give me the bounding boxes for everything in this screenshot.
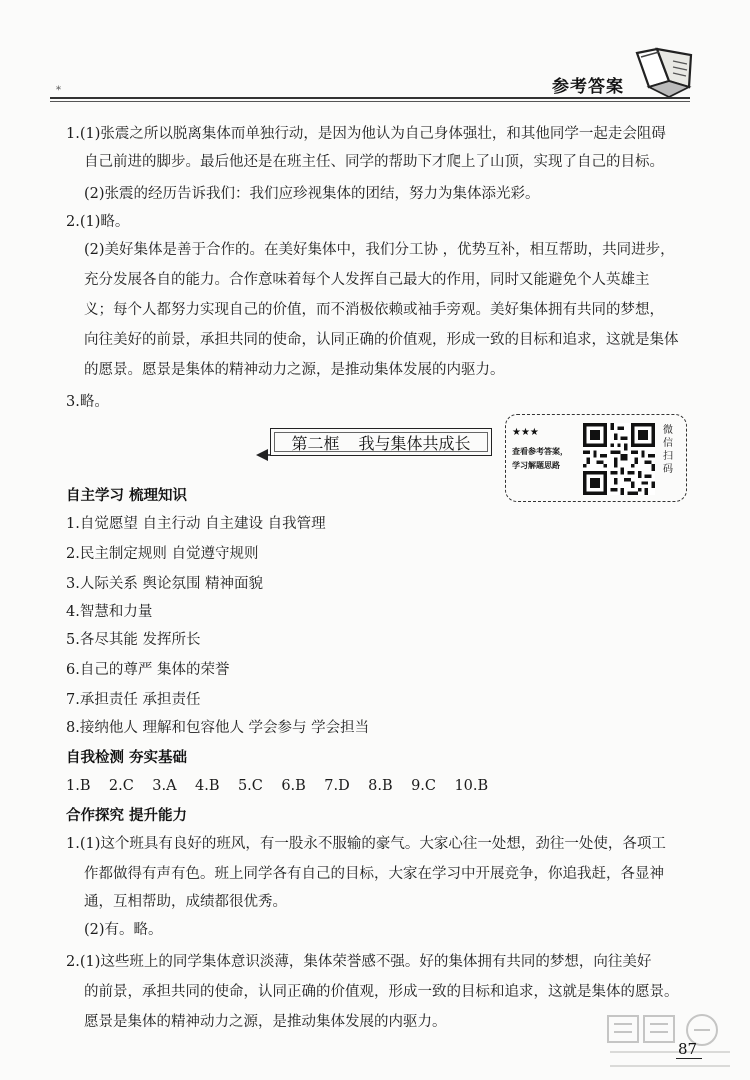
text-line: (2)张震的经历告诉我们：我们应珍视集体的团结，努力为集体添光彩。 — [84, 186, 540, 202]
text-line: (2)美好集体是善于合作的。在美好集体中，我们分工协 ，优势互补，相互帮助，共同进步， — [84, 242, 675, 258]
text-line: (2)有。略。 — [84, 922, 163, 938]
list-item: 8.接纳他人 理解和包容他人 学会参与 学会担当 — [66, 720, 370, 736]
text-line: 作都做得有声有色。班上同学各有自己的目标，大家在学习中开展竞争，你追我赶，各显神 — [84, 866, 664, 882]
header-mark: * — [56, 85, 61, 96]
list-item: 2.民主制定规则 自觉遵守规则 — [66, 546, 259, 562]
list-item: 6.自己的尊严 集体的荣誉 — [66, 662, 230, 678]
text-line: 2.(1)这些班上的同学集体意识淡薄，集体荣誉感不强。好的集体拥有共同的梦想，向往美好 — [66, 954, 652, 970]
text-line: 向往美好的前景，承担共同的使命，认同正确的价值观，形成一致的目标和追求，这就是集体 — [84, 332, 679, 348]
text-line: 通，互相帮助，成绩都很优秀。 — [84, 894, 287, 910]
text-line: 的前景，承担共同的使命，认同正确的价值观，形成一致的目标和追求，这就是集体的愿景。 — [84, 984, 679, 1000]
qr-side-text: 微信扫码 — [663, 425, 673, 475]
text-line: 2.(1)略。 — [66, 214, 130, 230]
watermark-stamp — [600, 1010, 745, 1076]
text-line: 1.(1)张震之所以脱离集体而单独行动，是因为他认为自己身体强壮，和其他同学一起走会阻碍 — [66, 126, 666, 142]
text-line: 充分发展各自的能力。合作意味着每个人发挥自己最大的作用，同时又能避免个人英雄主 — [84, 272, 650, 288]
list-item: 1.自觉愿望 自主行动 自主建设 自我管理 — [66, 516, 326, 532]
page-number-rule — [676, 1058, 702, 1059]
section-heading: 自主学习 梳理知识 — [66, 488, 188, 504]
text-line: 愿景是集体的精神动力之源，是推动集体发展的内驱力。 — [84, 1014, 447, 1030]
banner-inner-frame — [274, 432, 488, 452]
text-line: 的愿景。愿景是集体的精神动力之源，是推动集体发展的内驱力。 — [84, 362, 505, 378]
section-heading: 自我检测 夯实基础 — [66, 750, 188, 766]
qr-code[interactable] — [583, 423, 655, 495]
section-banner: 第二框 我与集体共成长 — [270, 428, 492, 456]
page-number: 87 — [678, 1040, 698, 1058]
text-line: 义；每个人都努力实现自己的价值，而不消极依赖或袖手旁观。美好集体拥有共同的梦想， — [84, 302, 664, 318]
list-item: 5.各尽其能 发挥所长 — [66, 632, 201, 648]
list-item: 3.人际关系 舆论氛围 精神面貌 — [66, 576, 264, 592]
text-line: 3.略。 — [66, 394, 109, 410]
qr-stars: ★★★ — [512, 427, 539, 438]
list-item: 4.智慧和力量 — [66, 604, 153, 620]
qr-caption: 查看参考答案， — [512, 447, 568, 456]
book-icon — [633, 47, 695, 103]
header-title: 参考答案 — [552, 77, 624, 97]
list-item: 7.承担责任 承担责任 — [66, 692, 201, 708]
answer-key: 1.B 2.C 3.A 4.B 5.C 6.B 7.D 8.B 9.C 10.B — [66, 778, 489, 794]
text-line: 1.(1)这个班具有良好的班风，有一股永不服输的豪气。大家心往一处想，劲往一处使，各项工 — [66, 836, 666, 852]
text-line: 自己前进的脚步。最后他还是在班主任、同学的帮助下才爬上了山顶，实现了自己的目标。 — [84, 154, 664, 170]
section-heading: 合作探究 提升能力 — [66, 808, 188, 824]
qr-caption: 学习解题思路 — [512, 461, 560, 470]
header-rule — [50, 97, 690, 102]
